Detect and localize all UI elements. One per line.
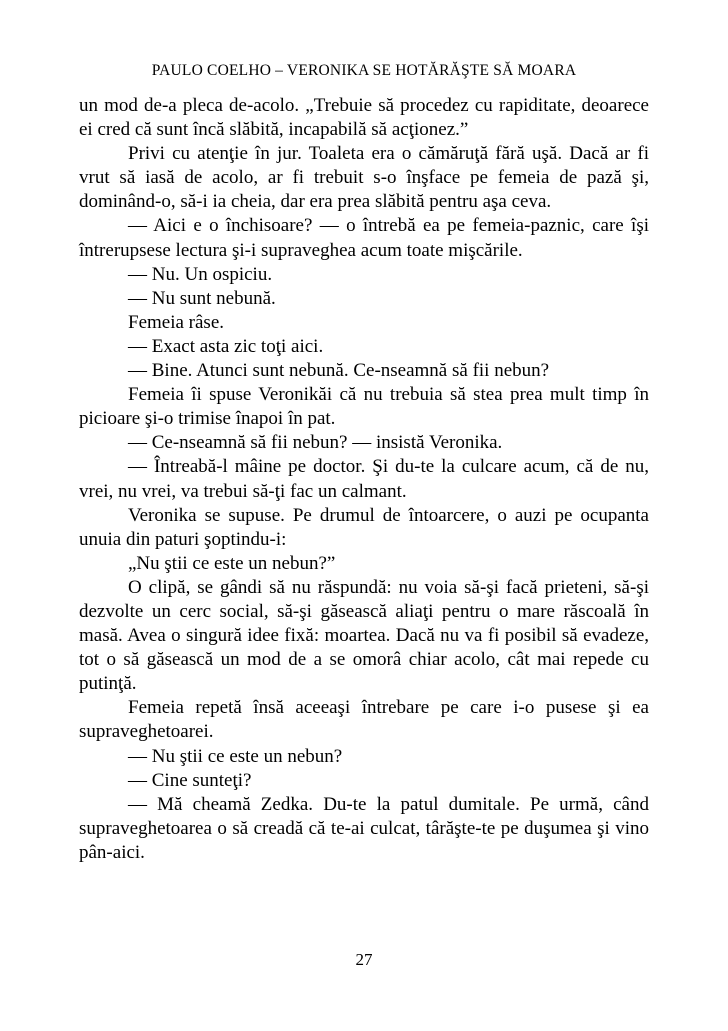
- body-text: [79, 94, 649, 865]
- paragraph: — Nu sunt nebună.: [128, 287, 276, 309]
- page-number: 27: [355, 950, 373, 969]
- paragraph: — Exact asta zic toţi aici.: [128, 335, 324, 357]
- paragraph: — Întreabă-l mâine pe doctor. Şi du-te la culcare acum, că de nu, vrei, nu vrei, va trebui să-ţi fac un calmant.: [79, 456, 649, 502]
- paragraph: — Cine sunteţi?: [128, 769, 252, 791]
- paragraph: — Mă cheamă Zedka. Du-te la patul dumitale. Pe urmă, când supraveghetoarea o să creadă că te-ai culcat, târăşte-te pe duşumea şi vino pân-aici.: [79, 793, 649, 863]
- paragraph: un mod de-a pleca de-acolo. „Trebuie să procedez cu rapiditate, deoarece ei cred că sunt încă slăbită, incapabilă să acţionez.”: [79, 95, 649, 141]
- paragraph: — Nu ştii ce este un nebun?: [128, 745, 343, 767]
- paragraph: O clipă, se gândi să nu răspundă: nu voia să-şi facă prieteni, să-şi dezvolte un cerc social, să-şi găsească aliaţi pentru o mare răscoală în masă. Avea o singură idee fixă: moartea. Dacă nu va fi posibil să evadeze, tot o să găsească un mod de a se omorâ chiar acolo, cât mai repede cu putinţă.: [79, 576, 649, 695]
- paragraph: „Nu ştii ce este un nebun?”: [128, 552, 336, 574]
- paragraph: — Bine. Atunci sunt nebună. Ce-nseamnă să fii nebun?: [128, 360, 550, 382]
- paragraph: Femeia râse.: [128, 311, 225, 333]
- paragraph: — Nu. Un ospiciu.: [128, 263, 273, 285]
- paragraph: Privi cu atenţie în jur. Toaleta era o cămăruţă fără uşă. Dacă ar fi vrut să iasă de acolo, ar fi trebuit s-o înşface pe femeia de pază şi, dominând-o, să-i ia cheia, dar era prea slăbită pentru aşa ceva.: [79, 143, 649, 213]
- paragraph: Femeia repetă însă aceeaşi întrebare pe care i-o pusese şi ea supraveghetoarei.: [79, 697, 649, 743]
- running-header: PAULO COELHO – VERONIKA SE HOTĂRĂŞTE SĂ MOARA: [151, 62, 577, 79]
- paragraph: — Aici e o închisoare? — o întrebă ea pe femeia-paznic, care îşi întrerupsese lectura şi-i supraveghea acum toate mişcările.: [79, 215, 649, 261]
- paragraph: Veronika se supuse. Pe drumul de întoarcere, o auzi pe ocupanta unuia din paturi şoptindu-i:: [79, 504, 649, 550]
- paragraph: Femeia îi spuse Veronikăi că nu trebuia să stea prea mult timp în picioare şi-o trimise înapoi în pat.: [79, 384, 649, 430]
- paragraph: — Ce-nseamnă să fii nebun? — insistă Veronika.: [128, 432, 503, 454]
